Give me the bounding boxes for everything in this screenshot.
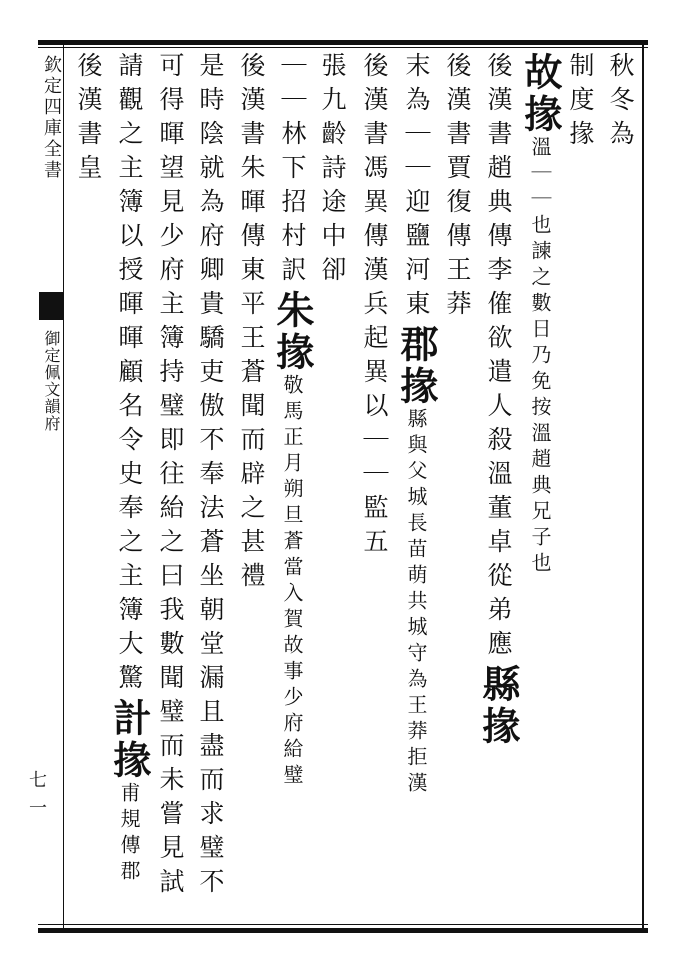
bottom-border-rule bbox=[38, 928, 648, 933]
text-column: 是時陰就為府卿貴驕吏傲不奉法蒼坐朝堂漏且盡而求璧不 bbox=[196, 52, 225, 902]
page-number: 七一 bbox=[26, 770, 47, 826]
text-column: 末為｜｜迎鹽河東郡掾縣與父城長苗萌共城守為王莽拒漢 bbox=[394, 52, 439, 798]
bottom-border-thin-rule bbox=[38, 924, 648, 925]
gutter-divider bbox=[63, 40, 64, 933]
headword: 故掾 bbox=[518, 52, 563, 136]
top-border-rule bbox=[38, 40, 648, 45]
text-column: 後漢書趙典傳李傕欲遣人殺溫董卓從弟應縣掾 bbox=[476, 52, 521, 748]
text-column: 秋冬為 bbox=[606, 52, 635, 154]
text-column: 故掾溫｜｜也諫之數日乃免按溫趙典兄子也 bbox=[518, 52, 563, 578]
book-title: 欽定四庫全書 bbox=[41, 55, 62, 181]
text-column: 制度掾 bbox=[566, 52, 595, 154]
headword: 縣掾 bbox=[476, 664, 521, 748]
text-column: 後漢書賈復傳王莽 bbox=[443, 52, 472, 324]
text-column: 後漢書皇 bbox=[74, 52, 103, 188]
top-border-thin-rule bbox=[38, 47, 648, 48]
right-border-rule bbox=[642, 40, 644, 933]
text-column: 請觀之主簿以授暉暉顧名令史奉之主簿大驚計掾甫規傳郡 bbox=[107, 52, 152, 886]
headword: 郡掾 bbox=[394, 324, 439, 408]
text-column: ｜｜林下招村訳朱掾敬馬正月朔旦蒼當入賀故事少府給璧 bbox=[270, 52, 315, 790]
text-column: 後漢書馮異傳漢兵起異以｜｜監五 bbox=[360, 52, 389, 562]
gutter-fishtail-mark bbox=[39, 292, 63, 320]
headword: 計掾 bbox=[107, 698, 152, 782]
headword: 朱掾 bbox=[270, 290, 315, 374]
chapter-title: 御定佩文韻府 bbox=[42, 330, 61, 432]
text-column: 可得暉望見少府主簿持璧即往紿之曰我數聞璧而未嘗見試 bbox=[156, 52, 185, 902]
text-column: 張九齡詩途中卻 bbox=[318, 52, 347, 290]
text-column: 後漢書朱暉傳東平王蒼聞而辟之甚禮 bbox=[237, 52, 266, 596]
